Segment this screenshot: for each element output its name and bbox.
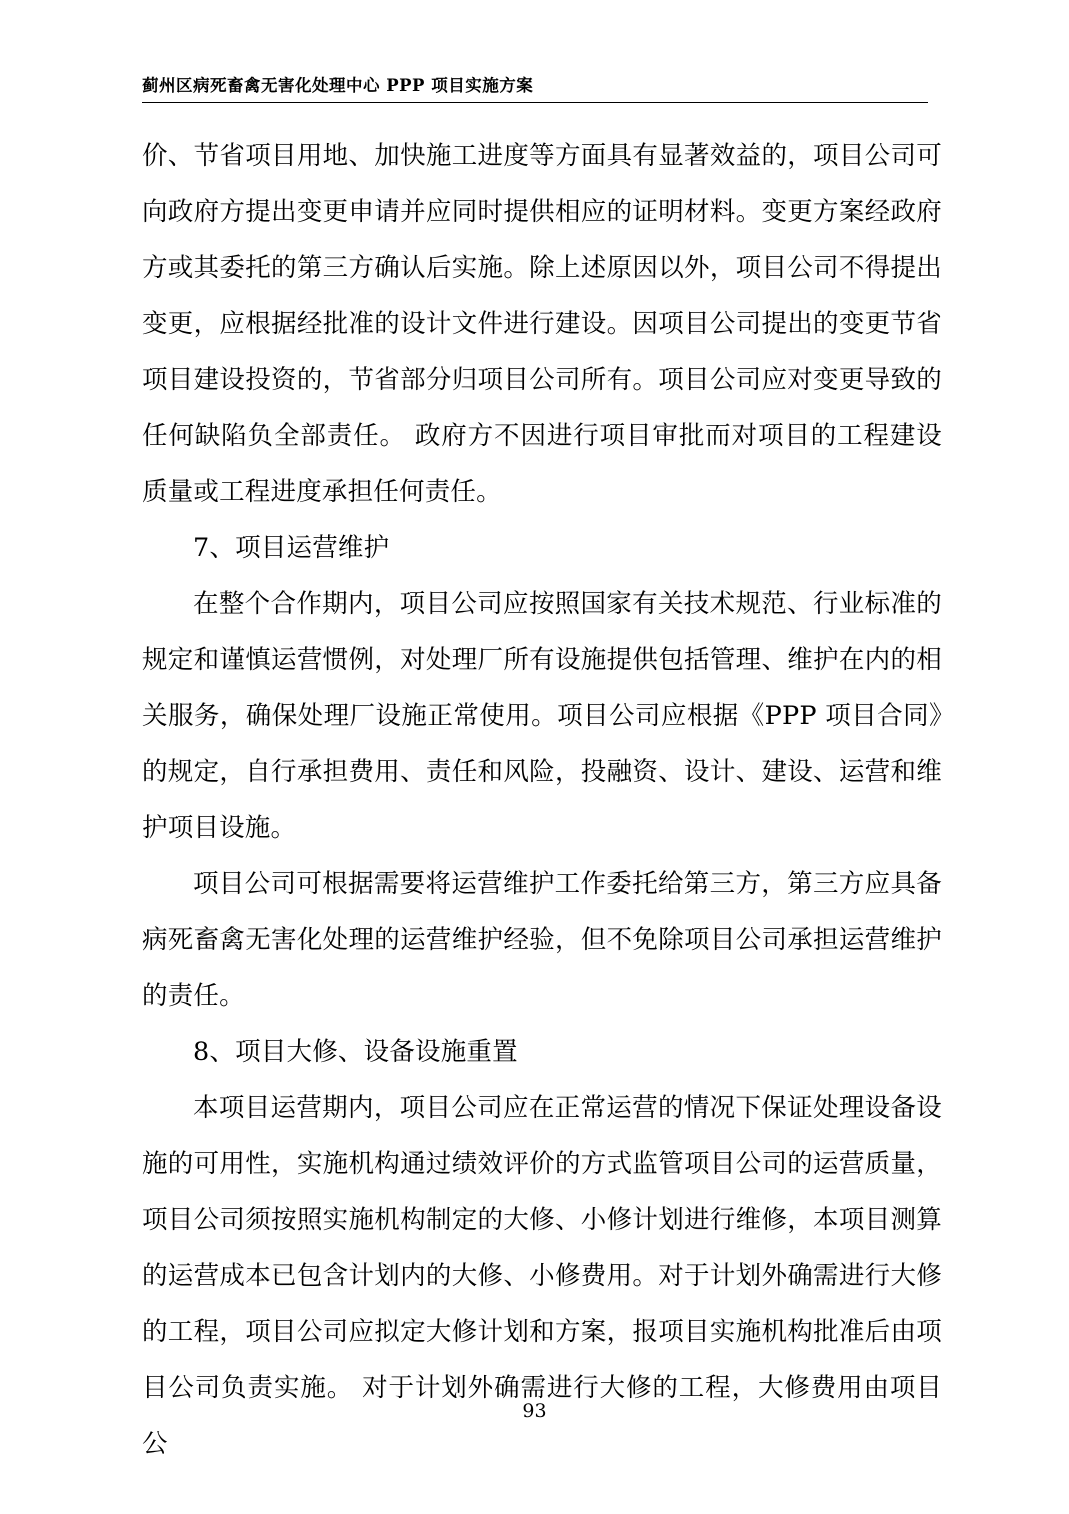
page-number: 93 <box>522 1400 547 1422</box>
header-title: 蓟州区病死畜禽无害化处理中心 PPP 项目实施方案 <box>142 76 534 95</box>
paragraph-1: 价、节省项目用地、加快施工进度等方面具有显著效益的，项目公司可向政府方提出变更申请并应同时提供相应的证明材料。变更方案经政府方或其委托的第三方确认后实施。除上述原因以外，项目公司不得提出变更，应根据经批准的设计文件进行建设。因项目公司提出的变更节省项目建设投资的，节省部分归项目公司所有。项目公司应对变更导致的任何缺陷负全部责任。 政府方不因进行项目审批而对项目的工程建设质量或工程进度承担任何责任。 <box>142 141 942 507</box>
paragraph-3: 在整个合作期内，项目公司应按照国家有关技术规范、行业标准的规定和谨慎运营惯例，对处理厂所有设施提供包括管理、维护在内的相关服务，确保处理厂设施正常使用。项目公司应根据《PPP 项目合同》的规定，自行承担费用、责任和风险，投融资、设计、建设、运营和维护项目设施。 <box>142 589 942 843</box>
page-footer <box>0 1400 1069 1422</box>
page-header <box>142 72 928 103</box>
paragraph-4: 项目公司可根据需要将运营维护工作委托给第三方，第三方应具备病死畜禽无害化处理的运营维护经验，但不免除项目公司承担运营维护的责任。 <box>142 869 942 1011</box>
document-body <box>142 128 942 1472</box>
paragraph-5-heading-8: 8、项目大修、设备设施重置 <box>193 1037 518 1067</box>
paragraph-2-heading-7: 7、项目运营维护 <box>193 533 390 563</box>
paragraph-6: 本项目运营期内，项目公司应在正常运营的情况下保证处理设备设施的可用性，实施机构通过绩效评价的方式监管项目公司的运营质量，项目公司须按照实施机构制定的大修、小修计划进行维修，本项目测算的运营成本已包含计划内的大修、小修费用。对于计划外确需进行大修的工程，项目公司应拟定大修计划和方案，报项目实施机构批准后由项目公司负责实施。 对于计划外确需进行大修的工程，大修费用由项目公 <box>142 1093 942 1459</box>
